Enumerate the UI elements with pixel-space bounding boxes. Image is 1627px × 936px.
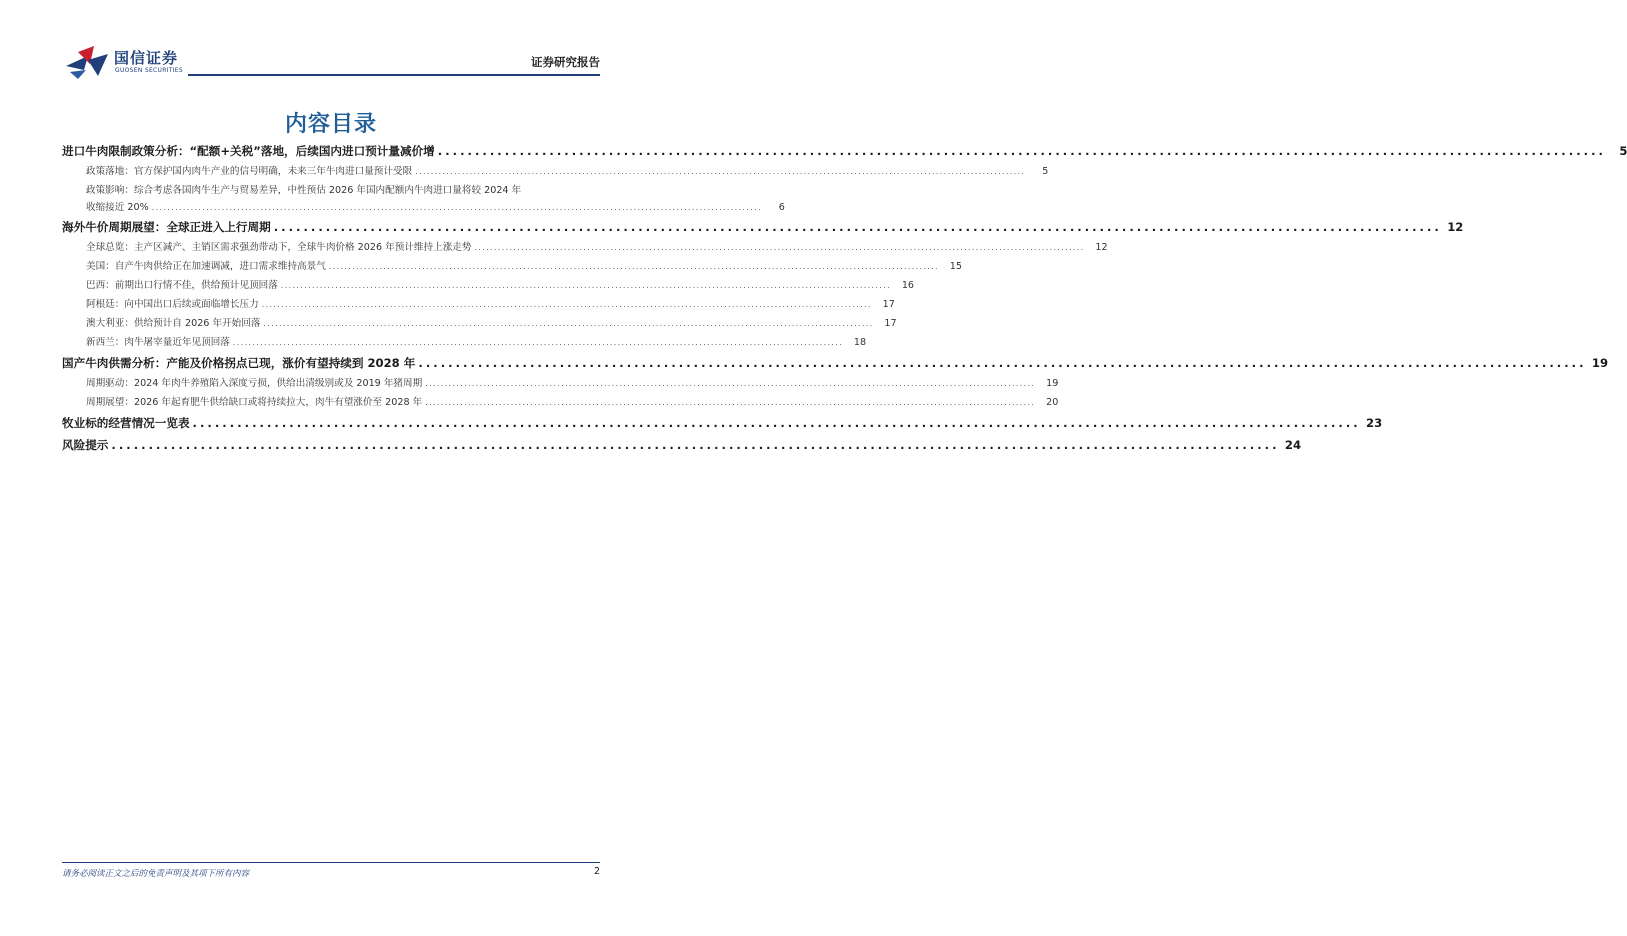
- toc-entry-level1[interactable]: [62, 434, 1302, 456]
- company-name-cn: 国信证券: [114, 49, 179, 67]
- toc-entry-title: 巴西：前期出口行情不佳，供给预计见顶回落: [86, 280, 278, 291]
- toc-page-number: 15: [949, 261, 962, 272]
- toc-page-number: 20: [1046, 397, 1059, 408]
- footer-divider: [62, 862, 600, 863]
- toc-dot-leader: [233, 333, 841, 352]
- toc-entry-level2-wrapped[interactable]: [62, 181, 785, 216]
- toc-dot-leader: [152, 199, 760, 216]
- toc-entry-level2[interactable]: [62, 374, 1059, 393]
- footer-disclaimer: 请务必阅读正文之后的免责声明及其项下所有内容: [62, 869, 250, 879]
- toc-entry-level2[interactable]: [62, 276, 915, 295]
- toc-dot-leader: [263, 314, 871, 333]
- toc-entry-title: 阿根廷：向中国出口后续或面临增长压力: [86, 299, 259, 310]
- toc-entry-level2[interactable]: [62, 295, 895, 314]
- toc-entry-title: 进口牛肉限制政策分析：“配额+关税”落地，后续国内进口预计量减价增: [62, 144, 435, 158]
- toc-entry-title: 海外牛价周期展望：全球正进入上行周期: [62, 220, 271, 234]
- toc-page-number: 5: [1619, 144, 1627, 158]
- page-header: [0, 0, 662, 80]
- toc-dot-leader: [193, 412, 1358, 434]
- toc-page-number: 19: [1591, 356, 1609, 370]
- toc-entry-level2[interactable]: [62, 333, 867, 352]
- page-number: 2: [593, 866, 600, 877]
- toc-entry-title: 风险提示: [62, 438, 109, 452]
- page-title: 内容目录: [284, 112, 377, 137]
- toc-entry-title-line2: 收缩接近 20%: [86, 202, 149, 213]
- toc-entry-title: 国产牛肉供需分析：产能及价格拐点已现，涨价有望持续到 2028 年: [62, 356, 416, 370]
- toc-entry-level1[interactable]: [62, 412, 1383, 434]
- header-divider: [188, 74, 600, 76]
- toc-entry-title: 政策落地：官方保护国内肉牛产业的信号明确，未来三年牛肉进口量预计受限: [86, 166, 413, 177]
- toc-page-number: 19: [1046, 378, 1059, 389]
- toc-page-number: 12: [1095, 242, 1108, 253]
- toc-dot-leader: [329, 257, 937, 276]
- company-name-en: GUOSEN SECURITIES: [115, 67, 184, 74]
- toc-dot-leader: [474, 238, 1082, 257]
- toc-entry-level2[interactable]: [62, 238, 1108, 257]
- toc-page-number: 17: [884, 318, 897, 329]
- toc-page-number: 16: [901, 280, 915, 291]
- toc-entry-title: 澳大利亚：供给预计自 2026 年开始回落: [86, 318, 261, 329]
- toc-page-number: 18: [853, 337, 867, 348]
- toc-dot-leader: [111, 434, 1276, 456]
- toc-dot-leader: [438, 140, 1603, 162]
- toc-dot-leader: [425, 393, 1033, 412]
- toc-page-number: 24: [1284, 438, 1302, 452]
- toc-dot-leader: [415, 162, 1023, 181]
- guosen-logo-icon: [64, 46, 110, 80]
- toc-entry-level2[interactable]: [62, 162, 1049, 181]
- toc-entry-level1[interactable]: [62, 352, 1609, 374]
- toc-entry-title: 周期驱动：2024 年肉牛养殖陷入深度亏损，供给出清级别或及 2019 年猪周期: [86, 378, 423, 389]
- toc-page-number: 23: [1366, 416, 1383, 430]
- toc-entry-title: 全球总览：主产区减产、主销区需求强劲带动下，全球牛肉价格 2026 年预计维持上涨走势: [86, 242, 472, 253]
- toc-page-number: 12: [1447, 220, 1464, 234]
- toc-entry-title-line1: 政策影响：综合考虑各国肉牛生产与贸易差异，中性预估 2026 年国内配额内牛肉进口量将较 2024 年: [86, 185, 522, 196]
- toc-entry-title: 周期展望：2026 年起育肥牛供给缺口或将持续拉大，肉牛有望涨价至 2028 年: [86, 397, 423, 408]
- toc-page-number: 5: [1042, 166, 1049, 177]
- toc-dot-leader: [425, 374, 1033, 393]
- toc-entry-level2[interactable]: [62, 257, 962, 276]
- toc-dot-leader: [418, 352, 1583, 374]
- toc-entry-level2[interactable]: [62, 393, 1059, 412]
- toc-entry-title: 美国：自产牛肉供给正在加速调减，进口需求维持高景气: [86, 261, 326, 272]
- toc-entry-title: 新西兰：肉牛屠宰量近年见顶回落: [86, 337, 230, 348]
- toc-dot-leader: [262, 295, 870, 314]
- toc-entry-level1[interactable]: [62, 140, 1627, 162]
- table-of-contents: [62, 140, 1627, 456]
- toc-entry-title: 牧业标的经营情况一览表: [62, 416, 190, 430]
- toc-dot-leader: [274, 216, 1439, 238]
- toc-entry-level2[interactable]: [62, 314, 897, 333]
- toc-entry-level1[interactable]: [62, 216, 1464, 238]
- toc-page-number: 6: [778, 202, 785, 213]
- toc-dot-leader: [281, 276, 889, 295]
- report-type-label: 证券研究报告: [531, 55, 600, 69]
- toc-page-number: 17: [882, 299, 895, 310]
